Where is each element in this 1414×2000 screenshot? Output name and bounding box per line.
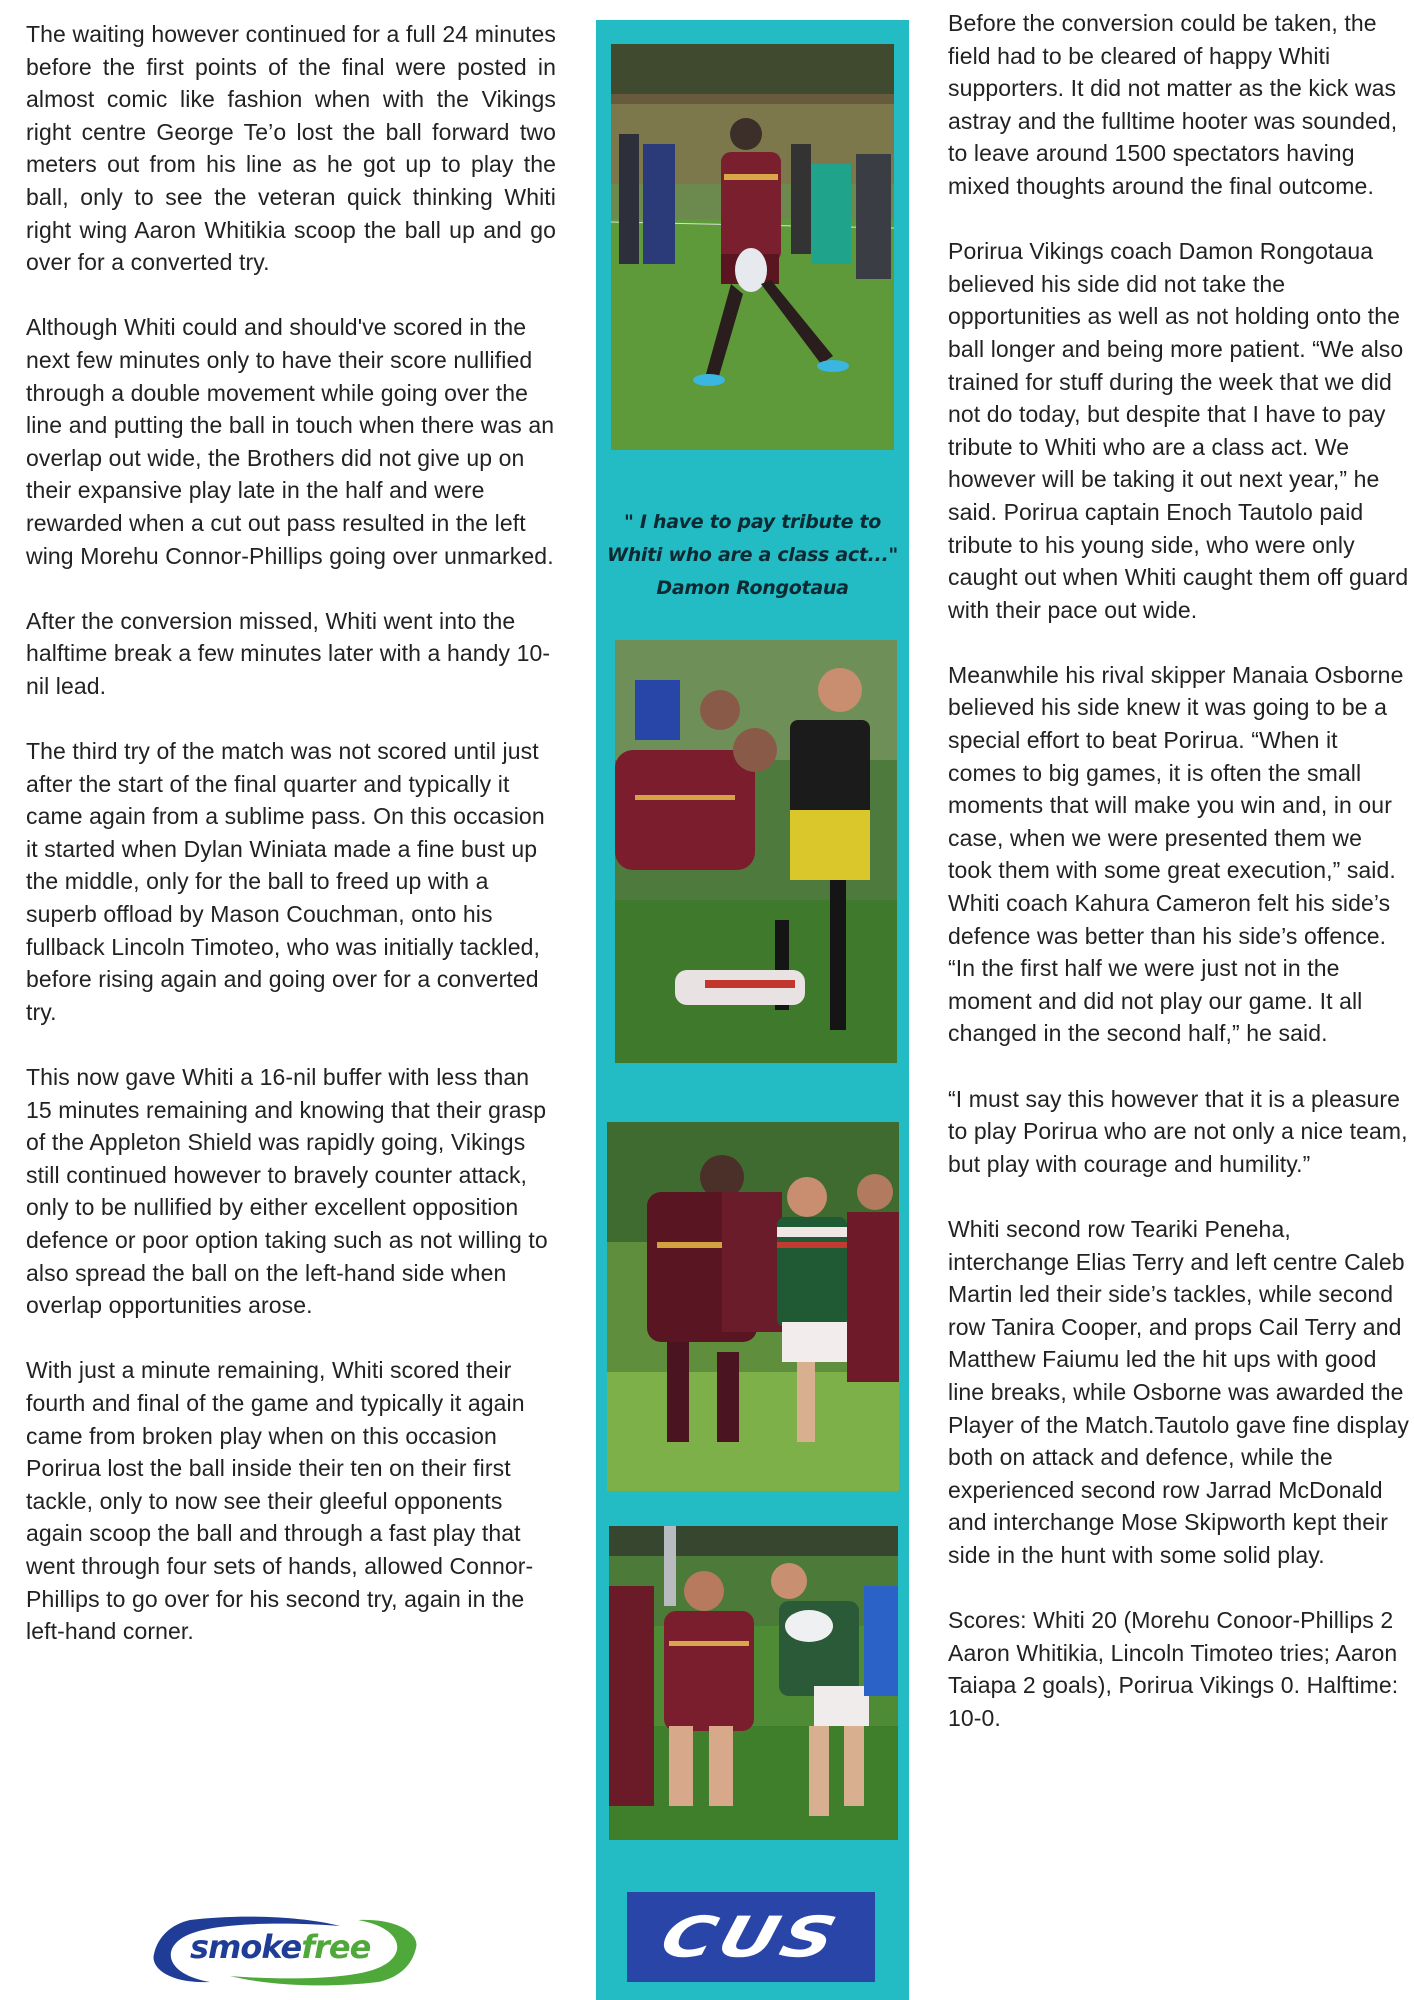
photo-ball-carrier [607, 1122, 899, 1491]
pull-quote [596, 506, 909, 605]
rugby-photo-icon [615, 640, 897, 1063]
paragraph-double-movement: Although Whiti could and should've scored in the next few minutes only to have their score nullified through a double movement while going over the line and putting the ball in touch when there was an overlap out wide, the Brothers did not give up on their expansive play late in the half and were rewarded when a cut out pass resulted in the left wing Morehu Connor-Phillips going over unmarked. [26, 314, 555, 569]
smokefree-wordmark: smokefree [190, 1928, 371, 1966]
paragraph-fourth-try: With just a minute remaining, Whiti scored their fourth and final of the game and typically it again came from broken play when on this occasion Porirua lost the ball inside their ten on their first tackle, only to now see their gleeful opponents again scoop the ball and through a fast play that went through four sets of hands, allowed Connor-Phillips to go over for his second try, again in the left-hand corner. [26, 1357, 534, 1645]
paragraph-whiti-skipper: Meanwhile his rival skipper Manaia Osborne believed his side knew it was going to be a special effort to beat Porirua. “When it comes to big games, it is often the small moments that will make you win and, in our case, when we were presented them we took them with some great execution,” said. Whiti coach Kahura Cameron felt his side’s defence was better than his side’s offence. “In the first half we were just not in the moment and did not play our game. It all changed in the second half,” he said. [948, 661, 1404, 1047]
photo-fend [609, 1526, 898, 1840]
paragraph-fulltime: Before the conversion could be taken, the field had to be cleared of happy Whiti supporters. It did not matter as the kick was astray and the fulltime hooter was sounded, to leave around 1500 spectators having mixed thoughts around the final outcome. [948, 10, 1398, 199]
rugby-photo-icon [611, 44, 894, 450]
paragraph-humility-quote: “I must say this however that it is a pleasure to play Porirua who are not only a nice team, but play with courage and humility.” [948, 1085, 1408, 1177]
paragraph-first-try: The waiting however continued for a full 24 minutes before the first points of the final were posted in almost comic like fashion when with the Vikings right centre George Te’o lost the ball forward two meters out from his line as he got up to play the ball, only to see the veteran quick thinking Whiti right wing Aaron Whitikia scoop the ball up and go over for a converted try. [26, 21, 556, 276]
cus-wordmark: CUS [654, 1904, 848, 1970]
rugby-photo-icon [607, 1122, 899, 1491]
paragraph-halftime: After the conversion missed, Whiti went into the halftime break a few minutes later with a handy 10-nil lead. [26, 607, 551, 699]
cus-logo [627, 1892, 875, 1982]
paragraph-scores: Scores: Whiti 20 (Morehu Conoor-Phillips 2 Aaron Whitikia, Lincoln Timoteo tries; Aaron Taiapa 2 goals), Porirua Vikings 0. Halftime: 10-0. [948, 1607, 1399, 1731]
pull-quote-attribution: Damon Rongotaua [656, 577, 849, 599]
left-column [26, 18, 556, 1680]
pull-quote-line-1: " I have to pay tribute to [623, 511, 882, 533]
paragraph-player-stats: Whiti second row Teariki Peneha, interchange Elias Terry and left centre Caleb Martin led their side’s tackles, while second row Tanira Cooper, and props Cail Terry and Matthew Faiumu led the hit ups with good line breaks, while Osborne was awarded the Player of the Match.Tautolo gave fine display both on attack and defence, while the experienced second row Jarrad McDonald and interchange Mose Skipworth kept their side in the hunt with some solid play. [948, 1215, 1409, 1568]
smokefree-logo [150, 1912, 420, 1990]
photo-sidebar [596, 20, 909, 2000]
right-column [948, 7, 1410, 1767]
photo-tackle [615, 640, 897, 1063]
paragraph-third-try: The third try of the match was not scored until just after the start of the final quarter and typically it came again from a sublime pass. On this occasion it started when Dylan Winiata made a fine bust up the middle, only for the ball to freed up with a superb offload by Mason Couchman, onto his fullback Lincoln Timoteo, who was initially tackled, before rising again and going over for a converted try. [26, 738, 545, 1025]
paragraph-sixteen-nil: This now gave Whiti a 16-nil buffer with less than 15 minutes remaining and knowing that their grasp of the Appleton Shield was rapidly going, Vikings still continued however to bravely counter attack, only to be nullified by either excellent opposition defence or poor option taking such as not willing to also spread the ball on the left-hand side when overlap opportunities arose. [26, 1064, 548, 1319]
pull-quote-line-2: Whiti who are a class act..." [607, 544, 898, 566]
paragraph-vikings-coach: Porirua Vikings coach Damon Rongotaua believed his side did not take the opportunities as well as not holding onto the ball longer and being more patient. “We also trained for stuff during the week that we did not do today, but despite that I have to pay tribute to Whiti who are a class act. We however will be taking it out next year,” he said. Porirua captain Enoch Tautolo paid tribute to his young side, who were only caught out when Whiti caught them off guard with their pace out wide. [948, 238, 1409, 623]
photo-player-passing [611, 44, 894, 450]
rugby-photo-icon [609, 1526, 898, 1840]
